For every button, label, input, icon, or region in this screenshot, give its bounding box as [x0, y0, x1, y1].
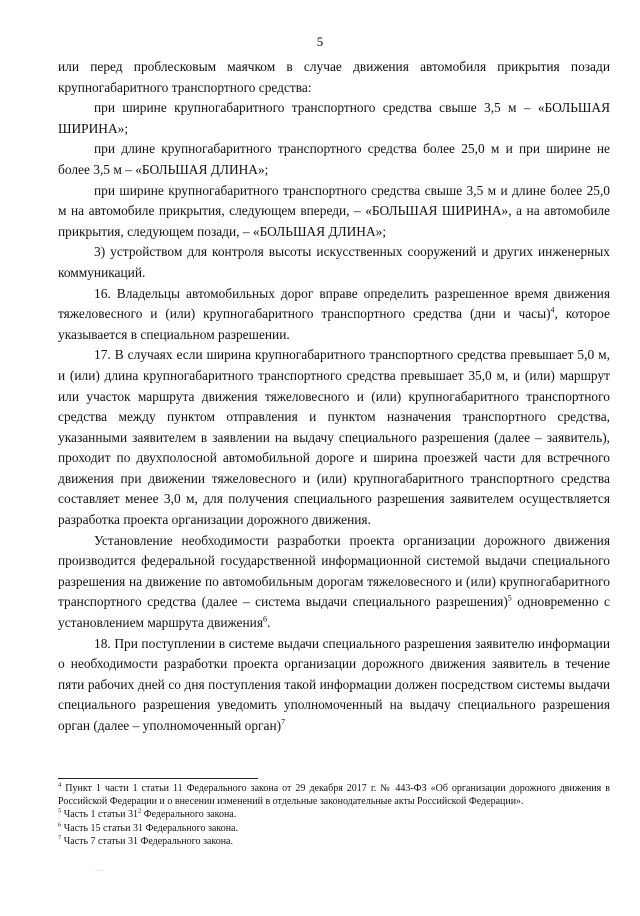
paragraph-vehicle-placement: или перед проблесковым маячком в случае движения автомобиля прикрытия позади крупногабаритного транспортного средства: [58, 59, 610, 95]
footnote-text-tail: Федерального закона. [141, 809, 237, 821]
paragraph-16-text: 16. Владельцы автомобильных дорог вправе определить разрешенное время движения тяжеловесного и (или) крупногабаритного транспортного средства (дни и часы) [58, 285, 610, 322]
paragraph-wide-sign: при ширине крупногабаритного транспортного средства свыше 3,5 м – «БОЛЬШАЯ ШИРИНА»; [58, 100, 610, 136]
paragraph-long-sign: при длине крупногабаритного транспортного средства более 25,0 м и при ширине не более 3,5 м – «БОЛЬШАЯ ДЛИНА»; [58, 141, 610, 177]
paragraph-18 [58, 634, 610, 737]
footnotes [58, 782, 610, 848]
footnote-text: Часть 1 статьи 31 [61, 809, 138, 821]
footnote-mark: 5 [58, 808, 62, 816]
footnote-5 [58, 808, 610, 821]
document-body [58, 57, 610, 737]
paragraph-16-tail: , которое указывается в специальном разрешении. [58, 306, 610, 342]
paragraph-height-device: 3) устройством для контроля высоты искусственных сооружений и других инженерных коммуникаций. [58, 244, 610, 280]
paragraph-system-text: Установление необходимости разработки проекта организации дорожного движения производится федеральной государственной информационной системой выдачи специального разрешения на движение по автомобильным дорогам тяжеловесного и (или) крупногабаритного транспортного средства (далее – система выдачи специального разрешения) [58, 532, 610, 610]
footnote-mark: 4 [58, 781, 62, 789]
footnote-text: Часть 7 статьи 31 Федерального закона. [61, 835, 233, 847]
paragraph-17: 17. В случаях если ширина крупногабаритного транспортного средства превышает 5,0 м, и (или) длина крупногабаритного транспортного средства превышает 35,0 м, и (или) маршрут или участок маршрута движения тяжеловесного и (или) крупногабаритного транспортного средства между пунктом отправления и пунктом назначения транспортного средства, указанными заявителем в заявлении на выдачу специального разрешения (далее – заявитель), проходит по двухполосной автомобильной дороге и ширина проезжей части для встречного движения при движении тяжеловесного и (или) крупногабаритного транспортного средства составляет менее 3,0 м, для получения специального разрешения заявителем осуществляется разработка проекта организации дорожного движения. [58, 347, 610, 528]
footnote-mark: 6 [58, 821, 62, 829]
footnote-ref-6: 6 [263, 614, 267, 624]
footnote-divider [58, 778, 258, 779]
paragraph-system-mid: одновременно с установлением маршрута движения [58, 594, 610, 631]
paragraph-18-text: 18. При поступлении в системе выдачи специального разрешения заявителю информации о необходимости разработки проекта организации дорожного движения заявитель в течение пяти рабочих дней со дня поступления такой информации должен посредством системы выдачи специального разрешения уведомить уполномоченный на выдачу специального разрешения орган (далее – уполномоченный орган) [58, 635, 610, 733]
footnote-mark: 7 [58, 834, 62, 842]
article-superscript: 2 [137, 808, 142, 816]
footnote-text: Пункт 1 части 1 статьи 11 Федерального закона от 29 декабря 2017 г. № 443-ФЗ «Об организации дорожного движения в Российской Федерации и о внесении изменений в отдельные законодательные акты Российской Федерации». [58, 783, 610, 808]
page-number: 5 [316, 34, 324, 49]
footnote-text: Часть 15 статьи 31 Федерального закона. [61, 822, 238, 834]
footnote-ref-5: 5 [507, 593, 512, 603]
footnote-ref-4: 4 [550, 305, 555, 315]
paragraph-16 [58, 284, 610, 346]
scan-marks: · · · [95, 868, 104, 874]
paragraph-system [58, 531, 610, 634]
footnote-6 [58, 822, 610, 835]
paragraph-system-end: . [267, 615, 271, 631]
paragraph-wide-long-sign: при ширине крупногабаритного транспортного средства свыше 3,5 м и длине более 25,0 м на автомобиле прикрытия, следующем впереди, – «БОЛЬШАЯ ШИРИНА», а на автомобиле прикрытия, следующем позади, – «БОЛЬШАЯ ДЛИНА»; [58, 182, 610, 239]
footnote-7 [58, 835, 610, 848]
footnote-4 [58, 782, 610, 808]
footnote-ref-7: 7 [281, 717, 286, 727]
